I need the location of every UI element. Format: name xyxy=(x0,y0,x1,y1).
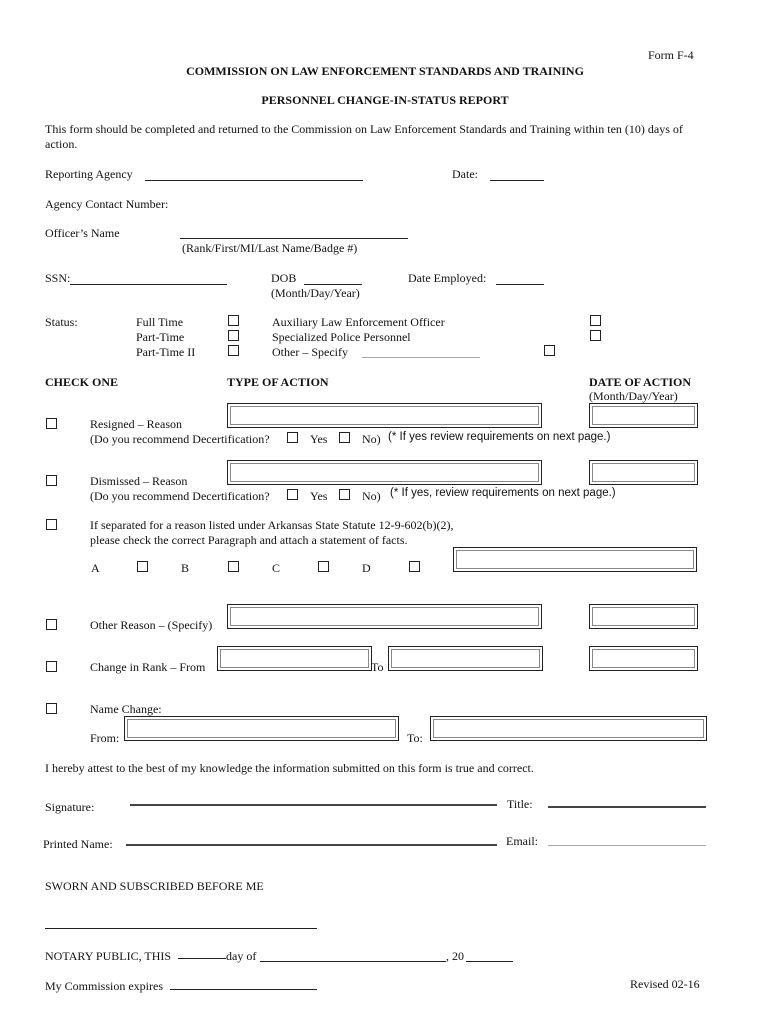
email-field[interactable] xyxy=(548,845,706,846)
name-from-input[interactable] xyxy=(124,716,399,741)
status-full-time: Full Time xyxy=(136,315,184,329)
name-change-checkbox[interactable] xyxy=(46,703,57,714)
resigned-yes-checkbox[interactable] xyxy=(287,432,298,443)
other-checkbox[interactable] xyxy=(544,345,555,356)
resigned-note: (* If yes review requirements on next page.) xyxy=(388,431,611,443)
change-rank-checkbox[interactable] xyxy=(46,661,57,672)
notary-month-field[interactable] xyxy=(260,961,446,962)
statute-text-line1: If separated for a reason listed under Arkansas State Statute 12-9-602(b)(2), xyxy=(90,518,454,532)
dob-label: DOB xyxy=(271,271,297,285)
signature-label: Signature: xyxy=(45,800,95,814)
full-time-checkbox[interactable] xyxy=(228,315,239,326)
commission-label: My Commission expires xyxy=(45,979,164,993)
title-field[interactable] xyxy=(548,806,706,808)
dismissed-note: (* If yes, review requirements on next page.) xyxy=(390,487,616,499)
dismissed-date-input[interactable] xyxy=(589,460,698,485)
notary-signature-line[interactable] xyxy=(45,928,317,929)
status-part-time: Part-Time xyxy=(136,330,185,344)
dismissed-yes-checkbox[interactable] xyxy=(287,489,298,500)
resigned-no-label: No) xyxy=(362,432,381,446)
other-reason-checkbox[interactable] xyxy=(46,619,57,630)
date-label: Date: xyxy=(452,167,478,181)
signature-field[interactable] xyxy=(130,804,497,806)
paragraph-c-label: C xyxy=(272,561,281,575)
resigned-decert-question: (Do you recommend Decertification? xyxy=(90,432,270,446)
statute-text-line2: please check the correct Paragraph and attach a statement of facts. xyxy=(90,533,408,547)
intro-text-line2: action. xyxy=(45,137,78,151)
printed-name-field[interactable] xyxy=(126,844,497,846)
form-subtitle: PERSONNEL CHANGE-IN-STATUS REPORT xyxy=(261,93,509,107)
part-time-ii-checkbox[interactable] xyxy=(228,345,239,356)
other-reason-date-input[interactable] xyxy=(589,604,698,629)
status-other: Other – Specify xyxy=(272,345,348,359)
statute-date-input[interactable] xyxy=(453,547,697,572)
statute-checkbox[interactable] xyxy=(46,519,57,530)
paragraph-b-label: B xyxy=(181,561,190,575)
intro-text-line1: This form should be completed and returned to the Commission on Law Enforcement Standards and Training within ten (10) days of xyxy=(45,122,683,136)
date-field[interactable] xyxy=(490,180,544,181)
resigned-reason-input[interactable] xyxy=(227,403,542,428)
part-time-checkbox[interactable] xyxy=(228,330,239,341)
check-one-header: CHECK ONE xyxy=(45,375,119,389)
paragraph-d-checkbox[interactable] xyxy=(409,561,420,572)
status-label: Status: xyxy=(45,315,78,329)
rank-to-label: To xyxy=(371,660,384,674)
resigned-no-checkbox[interactable] xyxy=(339,432,350,443)
rank-to-input[interactable] xyxy=(388,646,543,671)
status-part-time-ii: Part-Time II xyxy=(136,345,196,359)
officers-name-label: Officer’s Name xyxy=(45,226,120,240)
specialized-checkbox[interactable] xyxy=(590,330,601,341)
auxiliary-checkbox[interactable] xyxy=(590,315,601,326)
sworn-label: SWORN AND SUBSCRIBED BEFORE ME xyxy=(45,879,264,893)
commission-expires-field[interactable] xyxy=(170,989,317,990)
attest-text: I hereby attest to the best of my knowledge the information submitted on this form is true and correct. xyxy=(45,761,534,775)
dismissed-yes-label: Yes xyxy=(310,489,328,503)
rank-from-input[interactable] xyxy=(217,646,372,671)
status-specialized: Specialized Police Personnel xyxy=(272,330,411,344)
dob-hint: (Month/Day/Year) xyxy=(271,286,360,300)
title-label: Title: xyxy=(507,797,533,811)
paragraph-c-checkbox[interactable] xyxy=(318,561,329,572)
officers-name-hint: (Rank/First/MI/Last Name/Badge #) xyxy=(182,241,358,255)
dismissed-no-label: No) xyxy=(362,489,381,503)
revised-label: Revised 02-16 xyxy=(630,977,700,991)
officers-name-field[interactable] xyxy=(180,238,408,239)
date-employed-label: Date Employed: xyxy=(408,271,487,285)
form-id: Form F-4 xyxy=(648,48,694,62)
rank-date-input[interactable] xyxy=(589,646,698,671)
agency-contact-label: Agency Contact Number: xyxy=(45,197,169,211)
name-to-label: To: xyxy=(407,731,423,745)
notary-day-field[interactable] xyxy=(178,958,226,959)
status-auxiliary: Auxiliary Law Enforcement Officer xyxy=(272,315,445,329)
paragraph-a-checkbox[interactable] xyxy=(137,561,148,572)
reporting-agency-label: Reporting Agency xyxy=(45,167,133,181)
name-to-input[interactable] xyxy=(430,716,707,741)
date-employed-field[interactable] xyxy=(496,284,544,285)
dismissed-reason-input[interactable] xyxy=(227,460,542,485)
date-of-action-hint: (Month/Day/Year) xyxy=(589,389,678,403)
dismissed-no-checkbox[interactable] xyxy=(339,489,350,500)
other-specify-field[interactable] xyxy=(362,357,480,358)
paragraph-b-checkbox[interactable] xyxy=(228,561,239,572)
name-from-label: From: xyxy=(90,731,120,745)
printed-name-label: Printed Name: xyxy=(43,837,113,851)
change-rank-label: Change in Rank – From xyxy=(90,660,206,674)
resigned-yes-label: Yes xyxy=(310,432,328,446)
email-label: Email: xyxy=(506,834,538,848)
resigned-date-input[interactable] xyxy=(589,403,698,428)
dismissed-decert-question: (Do you recommend Decertification? xyxy=(90,489,270,503)
notary-year-field[interactable] xyxy=(466,961,513,962)
other-reason-label: Other Reason – (Specify) xyxy=(90,618,213,632)
ssn-field[interactable] xyxy=(70,284,227,285)
type-of-action-header: TYPE OF ACTION xyxy=(227,375,329,389)
ssn-label: SSN: xyxy=(45,271,71,285)
resigned-checkbox[interactable] xyxy=(46,418,57,429)
name-change-label: Name Change: xyxy=(90,702,162,716)
other-reason-input[interactable] xyxy=(227,604,542,629)
paragraph-a-label: A xyxy=(91,561,100,575)
form-title: COMMISSION ON LAW ENFORCEMENT STANDARDS AND TRAINING xyxy=(186,64,584,78)
reporting-agency-field[interactable] xyxy=(145,180,363,181)
dismissed-checkbox[interactable] xyxy=(46,475,57,486)
paragraph-d-label: D xyxy=(362,561,371,575)
resigned-label: Resigned – Reason xyxy=(90,417,182,431)
year-label: , 20 xyxy=(446,949,464,963)
dismissed-label: Dismissed – Reason xyxy=(90,474,188,488)
day-of-label: day of xyxy=(226,949,257,963)
date-of-action-header: DATE OF ACTION xyxy=(589,375,692,389)
notary-label: NOTARY PUBLIC, THIS xyxy=(45,949,172,963)
dob-field[interactable] xyxy=(304,284,362,285)
